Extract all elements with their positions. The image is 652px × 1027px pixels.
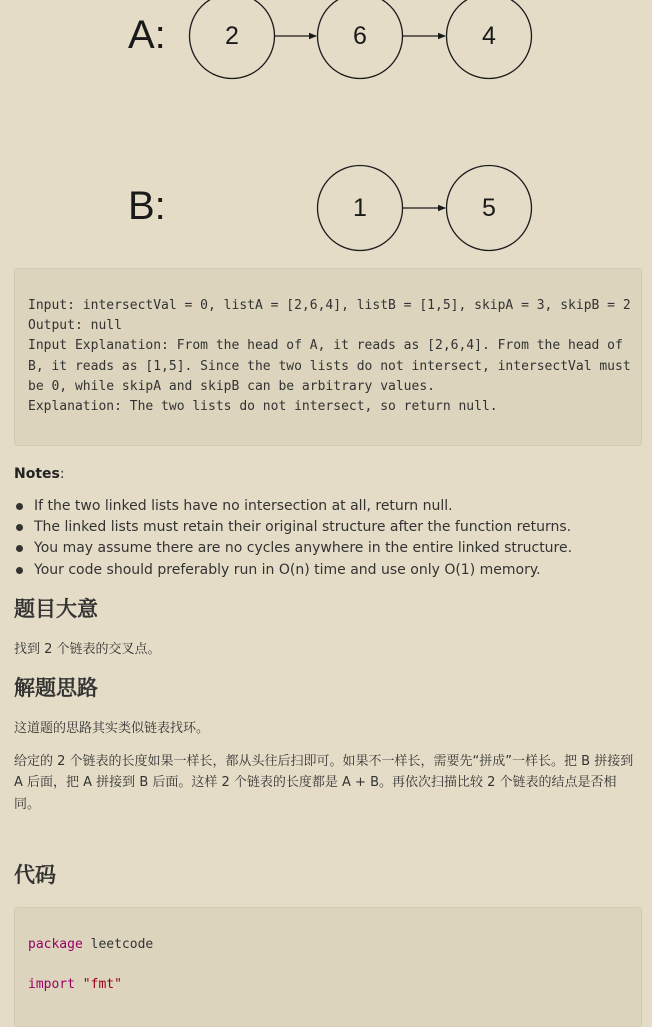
example-line: Input: intersectVal = 0, listA = [2,6,4], listB = [1,5], skipA = 3, skipB = 2 xyxy=(28,298,631,313)
list-item: The linked lists must retain their original structure after the function returns. xyxy=(14,517,642,538)
notes-colon: : xyxy=(59,466,65,482)
list-a-node-1-value: 2 xyxy=(225,22,239,50)
approach-paragraph-1: 这道题的思路其实类似链表找环。 xyxy=(14,721,210,736)
example-line: be 0, while skipA and skipB can be arbitrary values. xyxy=(28,378,435,394)
list-item: Your code should preferably run in O(n) time and use only O(1) memory. xyxy=(14,560,642,581)
notes-list xyxy=(14,496,642,581)
example-block xyxy=(14,268,642,446)
example-line: B, it reads as [1,5]. Since the two lists do not intersect, intersectVal must xyxy=(28,358,631,374)
package-name: leetcode xyxy=(82,937,154,952)
list-b-label: B: xyxy=(128,184,166,228)
code-block xyxy=(14,907,642,1027)
list-b-node-2-value: 5 xyxy=(482,194,496,222)
import-string: "fmt" xyxy=(82,977,122,993)
approach-heading: 解题思路 xyxy=(14,676,98,700)
code-heading: 代码 xyxy=(14,863,56,887)
list-item: You may assume there are no cycles anywhere in the entire linked structure. xyxy=(14,538,642,559)
linked-lists-diagram xyxy=(0,0,652,260)
list-item: If the two linked lists have no intersection at all, return null. xyxy=(14,496,642,517)
notes-heading xyxy=(14,464,642,484)
gist-text: 找到 2 个链表的交叉点。 xyxy=(14,642,161,657)
list-a-node-3-value: 4 xyxy=(482,22,496,50)
example-line: Input Explanation: From the head of A, it reads as [2,6,4]. From the head of xyxy=(28,338,623,354)
code-text xyxy=(28,935,641,996)
list-a-label: A: xyxy=(128,13,166,57)
list-b-node-1-value: 1 xyxy=(353,194,367,222)
example-text xyxy=(28,296,641,417)
keyword-import: import xyxy=(28,977,75,993)
list-a-node-2-value: 6 xyxy=(353,22,367,50)
gist-heading: 题目大意 xyxy=(14,597,98,621)
approach-paragraph-2: 给定的 2 个链表的长度如果一样长，都从头往后扫即可。如果不一样长，需要先“拼成”一样长。把 B 拼接到 A 后面，把 A 拼接到 B 后面。这样 2 个链表的长度都是 A + B。再依次扫描比较 2 个链表的结点是否相同。 xyxy=(14,754,634,812)
keyword-package: package xyxy=(28,937,83,952)
notes-title: Notes xyxy=(14,466,60,482)
example-line: Output: null xyxy=(28,318,122,334)
example-line: Explanation: The two lists do not intersect, so return null. xyxy=(28,399,498,415)
